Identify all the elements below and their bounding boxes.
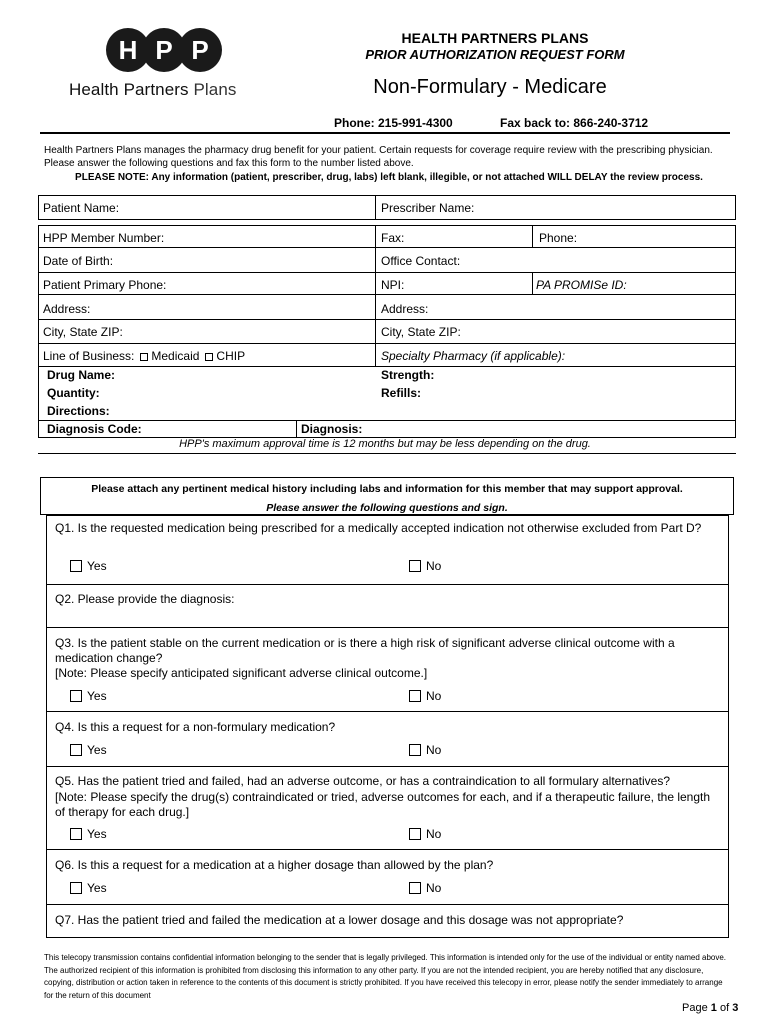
diagnosis-code-label[interactable]: Diagnosis Code: — [47, 422, 142, 436]
q5-yes-label: Yes — [87, 827, 107, 841]
specialty-pharmacy-label[interactable]: Specialty Pharmacy (if applicable): — [381, 349, 566, 363]
prescriber-city-label[interactable]: City, State ZIP: — [381, 325, 461, 339]
phone-label[interactable]: Phone: — [539, 231, 578, 245]
question-3: Q3. Is the patient stable on the current medication or is there a high risk of significant adverse clinical outcome with a medication change? — [55, 636, 675, 665]
npi-label[interactable]: NPI: — [381, 278, 405, 292]
medicaid-checkbox[interactable] — [140, 353, 148, 361]
office-contact-label[interactable]: Office Contact: — [381, 254, 461, 268]
q3-yes-label: Yes — [87, 689, 107, 703]
question-3-note: [Note: Please specify anticipated significant adverse clinical outcome.] — [55, 666, 428, 680]
q4-no-checkbox[interactable] — [409, 744, 421, 756]
q3-no-checkbox[interactable] — [409, 690, 421, 702]
page-total: 3 — [732, 1002, 739, 1014]
patient-city-label[interactable]: City, State ZIP: — [43, 325, 123, 339]
question-5-note: [Note: Please specify the drug(s) contraindicated or tried, adverse outcomes for each, and if a therapeutic failure, the length of therapy for each drug.] — [55, 790, 711, 819]
header-phone: Phone: 215-991-4300 — [334, 116, 453, 130]
page-of: of — [719, 1002, 730, 1014]
page-label: Page — [682, 1002, 708, 1014]
medicaid-label: Medicaid — [151, 349, 200, 363]
page-number: 1 — [710, 1002, 717, 1014]
logo-name-light: Plans — [193, 80, 237, 99]
q6-no-label: No — [426, 881, 442, 895]
patient-address-label[interactable]: Address: — [43, 302, 91, 316]
q1-yes-label: Yes — [87, 559, 107, 573]
q1-no-checkbox[interactable] — [409, 560, 421, 572]
chip-checkbox[interactable] — [205, 353, 213, 361]
q4-yes-checkbox[interactable] — [70, 744, 82, 756]
prescriber-name-label[interactable]: Prescriber Name: — [381, 201, 475, 215]
approval-note: HPP's maximum approval time is 12 months but may be less depending on the drug. — [179, 438, 591, 450]
q6-yes-label: Yes — [87, 881, 107, 895]
q4-no-label: No — [426, 743, 442, 757]
header-title: HEALTH PARTNERS PLANS — [401, 30, 589, 46]
page-indicator — [682, 1002, 738, 1014]
logo-wordmark — [69, 80, 236, 100]
patient-name-label[interactable]: Patient Name: — [43, 201, 120, 215]
q4-yes-label: Yes — [87, 743, 107, 757]
q5-no-label: No — [426, 827, 442, 841]
confidentiality-disclaimer: This telecopy transmission contains confidential information belonging to the sender that is legally privileged. This information is intended only for the use of the individual or entity named above. The authorized recipient of this information is prohibited from disclosing this information to any other party. If you are not the intended recipient, you are hereby notified that any disclosure, copying, distribution or action taken in reference to the contents of this document is strictly prohibited. If you have received this telecopy in error, please notify the sender immediately to arrange for the return of this document — [44, 953, 727, 1000]
pa-promise-label[interactable]: PA PROMISe ID: — [536, 278, 627, 292]
hpp-logo — [106, 28, 209, 72]
logo-letter-p2: P — [178, 28, 222, 72]
question-5: Q5. Has the patient tried and failed, had an adverse outcome, or has a contraindication to all formulary alternatives? — [55, 774, 671, 788]
prescriber-address-label[interactable]: Address: — [381, 302, 429, 316]
line-of-business-label: Line of Business: — [43, 349, 135, 363]
q5-no-checkbox[interactable] — [409, 828, 421, 840]
logo-letter-h: H — [106, 28, 150, 72]
header-divider — [40, 132, 730, 134]
question-2: Q2. Please provide the diagnosis: — [55, 592, 235, 606]
patient-phone-label[interactable]: Patient Primary Phone: — [43, 278, 167, 292]
fax-label[interactable]: Fax: — [381, 231, 405, 245]
q1-no-label: No — [426, 559, 442, 573]
directions-label[interactable]: Directions: — [47, 404, 110, 418]
logo-letter-p1: P — [142, 28, 186, 72]
question-4: Q4. Is this a request for a non-formulary medication? — [55, 720, 336, 734]
dob-label[interactable]: Date of Birth: — [43, 254, 114, 268]
line-of-business — [43, 349, 245, 363]
form-type: Non-Formulary - Medicare — [373, 76, 607, 98]
member-number-label[interactable]: HPP Member Number: — [43, 231, 165, 245]
attach-instructions: Please attach any pertinent medical history including labs and information for this member that may support approval. — [91, 483, 683, 495]
answer-instructions: Please answer the following questions and sign. — [266, 502, 508, 514]
diagnosis-label[interactable]: Diagnosis: — [301, 422, 363, 436]
question-7: Q7. Has the patient tried and failed the medication at a lower dosage and this dosage was not appropriate? — [55, 913, 624, 927]
please-note: PLEASE NOTE: Any information (patient, prescriber, drug, labs) left blank, illegible, or not attached WILL DELAY the review process. — [75, 172, 703, 183]
drug-name-label[interactable]: Drug Name: — [47, 368, 116, 382]
logo-name-bold: Health Partners — [69, 80, 189, 99]
header-subtitle: PRIOR AUTHORIZATION REQUEST FORM — [365, 47, 625, 62]
q6-no-checkbox[interactable] — [409, 882, 421, 894]
chip-label: CHIP — [216, 349, 246, 363]
q3-no-label: No — [426, 689, 442, 703]
q5-yes-checkbox[interactable] — [70, 828, 82, 840]
strength-label[interactable]: Strength: — [381, 368, 435, 382]
q3-yes-checkbox[interactable] — [70, 690, 82, 702]
q1-yes-checkbox[interactable] — [70, 560, 82, 572]
refills-label[interactable]: Refills: — [381, 386, 422, 400]
question-1: Q1. Is the requested medication being prescribed for a medically accepted indication not otherwise excluded from Part D? — [55, 521, 702, 535]
quantity-label[interactable]: Quantity: — [47, 386, 100, 400]
header-fax: Fax back to: 866-240-3712 — [500, 116, 649, 130]
q6-yes-checkbox[interactable] — [70, 882, 82, 894]
intro-text: Health Partners Plans manages the pharmacy drug benefit for your patient. Certain requests for coverage require review with the prescribing physician. Please answer the following questions and fax this form to the number listed above. — [44, 145, 713, 169]
question-6: Q6. Is this a request for a medication at a higher dosage than allowed by the plan? — [55, 858, 494, 872]
